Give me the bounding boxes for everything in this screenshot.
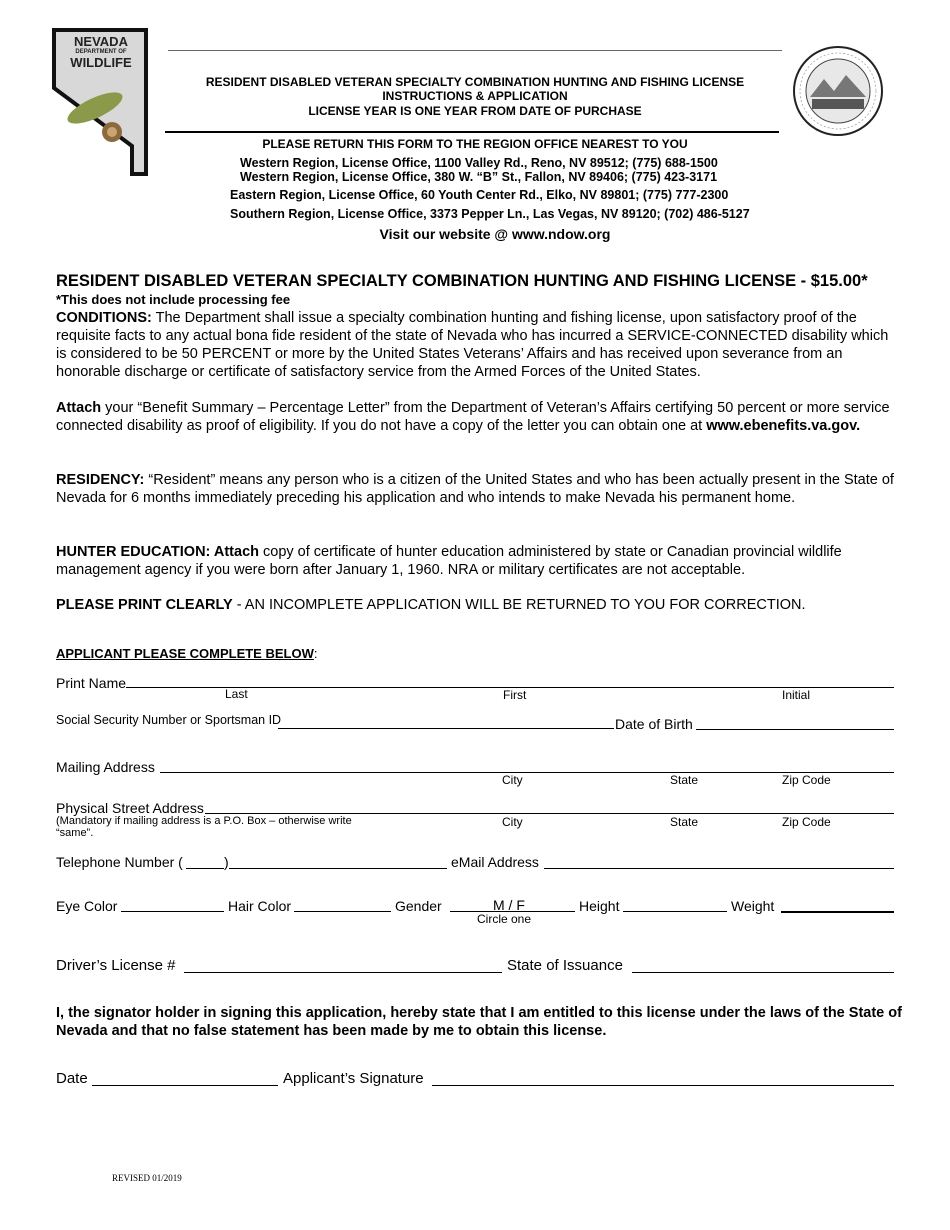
date-field[interactable] bbox=[92, 1085, 278, 1086]
header-title-line1: RESIDENT DISABLED VETERAN SPECIALTY COMBINATION HUNTING AND FISHING LICENSE bbox=[205, 75, 745, 89]
print-clearly-line bbox=[56, 596, 916, 614]
mailing-zip-caption: Zip Code bbox=[782, 773, 831, 787]
telephone-field[interactable] bbox=[229, 868, 447, 869]
residency-text: “Resident” means any person who is a citizen of the United States and who has been actually present in the State of Nevada for 6 months immediately preceding his application and who intends to make Nevada his permanent home. bbox=[56, 472, 894, 506]
circle-one-caption: Circle one bbox=[477, 912, 532, 926]
state-seal-icon bbox=[792, 45, 884, 137]
hair-color-field[interactable] bbox=[294, 911, 391, 912]
attach-label: Attach bbox=[56, 400, 102, 416]
gender-label: Gender bbox=[395, 898, 442, 914]
area-code-field[interactable] bbox=[186, 868, 224, 869]
telephone-label: Telephone Number ( bbox=[56, 854, 183, 870]
print-name-label: Print Name bbox=[56, 675, 127, 691]
mailing-address-label: Mailing Address bbox=[56, 759, 155, 775]
ndow-logo bbox=[50, 28, 150, 178]
header-bottom-rule bbox=[165, 131, 779, 133]
eye-color-label: Eye Color bbox=[56, 898, 118, 914]
conditions-paragraph bbox=[56, 309, 902, 381]
mailing-city-caption: City bbox=[502, 773, 523, 787]
residency-label: RESIDENCY: bbox=[56, 472, 145, 488]
physical-zip-caption: Zip Code bbox=[782, 815, 831, 829]
dob-label: Date of Birth bbox=[615, 716, 693, 732]
header-title-line3: LICENSE YEAR IS ONE YEAR FROM DATE OF PURCHASE bbox=[308, 104, 642, 118]
weight-field[interactable] bbox=[781, 911, 894, 913]
hunter-education-label: HUNTER EDUCATION: Attach bbox=[56, 544, 259, 560]
office-fallon: Western Region, License Office, 380 W. “B” St., Fallon, NV 89406; (775) 423-3171 bbox=[240, 170, 718, 184]
height-label: Height bbox=[579, 898, 620, 914]
drivers-license-field[interactable] bbox=[184, 972, 502, 973]
hunter-education-paragraph bbox=[56, 543, 902, 579]
attach-text: your “Benefit Summary – Percentage Letter” from the Department of Veteran’s Affairs certifying 50 percent or more service connected disability as proof of eligibility. If you do not have a copy of the letter you can obtain one at bbox=[56, 400, 890, 434]
drivers-license-label: Driver’s License # bbox=[56, 957, 176, 974]
revised-date: REVISED 01/2019 bbox=[112, 1173, 182, 1183]
ssn-label: Social Security Number or Sportsman ID bbox=[56, 713, 282, 727]
physical-address-note-line2: “same”. bbox=[56, 827, 94, 839]
date-label: Date bbox=[56, 1070, 88, 1087]
hair-color-label: Hair Color bbox=[228, 898, 292, 914]
attach-paragraph bbox=[56, 399, 902, 435]
license-title: RESIDENT DISABLED VETERAN SPECIALTY COMBINATION HUNTING AND FISHING LICENSE - $15.00* bbox=[56, 272, 868, 290]
office-elko: Eastern Region, License Office, 60 Youth Center Rd., Elko, NV 89801; (775) 777-2300 bbox=[230, 188, 729, 202]
section-title-colon: : bbox=[313, 646, 318, 661]
initial-caption: Initial bbox=[782, 688, 811, 702]
office-las-vegas: Southern Region, License Office, 3373 Pepper Ln., Las Vegas, NV 89120; (702) 486-5127 bbox=[230, 207, 750, 221]
print-clearly-text: - AN INCOMPLETE APPLICATION WILL BE RETURNED TO YOU FOR CORRECTION. bbox=[232, 597, 806, 613]
weight-label: Weight bbox=[731, 898, 775, 914]
header-title-line2: INSTRUCTIONS & APPLICATION bbox=[382, 89, 568, 103]
ebenefits-link[interactable]: www.ebenefits.va.gov. bbox=[706, 418, 861, 434]
header-top-rule bbox=[168, 50, 782, 51]
physical-address-label: Physical Street Address bbox=[56, 800, 204, 816]
state-of-issuance-field[interactable] bbox=[632, 972, 894, 973]
email-field[interactable] bbox=[544, 868, 894, 869]
return-instruction: PLEASE RETURN THIS FORM TO THE REGION OFFICE NEAREST TO YOU bbox=[262, 137, 688, 151]
eye-color-field[interactable] bbox=[121, 911, 224, 912]
conditions-label: CONDITIONS: bbox=[56, 310, 152, 326]
physical-address-note-line1: (Mandatory if mailing address is a P.O. Box – otherwise write bbox=[56, 815, 352, 827]
hunter-education-text: copy of certificate of hunter education administered by state or Canadian provincial wildlife management agency if you were born after January 1, 1960. NRA or military certificates are not acceptable. bbox=[56, 544, 842, 578]
email-label: eMail Address bbox=[451, 854, 539, 870]
mailing-state-caption: State bbox=[670, 773, 699, 787]
logo-text-nevada: NEVADA bbox=[74, 34, 128, 49]
physical-city-caption: City bbox=[502, 815, 523, 829]
section-title-text: APPLICANT PLEASE COMPLETE BELOW bbox=[56, 646, 314, 661]
applicant-signature-label: Applicant’s Signature bbox=[283, 1070, 424, 1087]
fee-note: *This does not include processing fee bbox=[56, 292, 291, 307]
print-clearly-label: PLEASE PRINT CLEARLY bbox=[56, 597, 233, 613]
nevada-state-seal bbox=[792, 45, 884, 137]
dob-field[interactable] bbox=[696, 729, 894, 730]
last-name-caption: Last bbox=[225, 687, 248, 701]
section-title bbox=[56, 646, 317, 661]
website-line: Visit our website @ www.ndow.org bbox=[379, 226, 611, 242]
residency-paragraph bbox=[56, 471, 902, 507]
logo-text-department: DEPARTMENT OF bbox=[75, 49, 127, 55]
first-name-caption: First bbox=[503, 688, 527, 702]
physical-address-field[interactable] bbox=[205, 813, 894, 814]
ssn-field[interactable] bbox=[278, 728, 614, 729]
office-reno: Western Region, License Office, 1100 Valley Rd., Reno, NV 89512; (775) 688-1500 bbox=[240, 156, 718, 170]
telephone-paren-close: ) bbox=[224, 854, 229, 870]
applicant-signature-field[interactable] bbox=[432, 1085, 894, 1086]
state-of-issuance-label: State of Issuance bbox=[507, 957, 623, 974]
height-field[interactable] bbox=[623, 911, 727, 912]
physical-state-caption: State bbox=[670, 815, 699, 829]
logo-text-wildlife: WILDLIFE bbox=[70, 55, 132, 70]
conditions-text: The Department shall issue a specialty combination hunting and fishing license, upon satisfactory proof of the requisite facts to any actual bona fide resident of the state of Nevada who has incurred a SERVICE-CONNECTED disability which is considered to be 50 PERCENT or more by the United States Veterans’ Affairs and has received upon severance from an honorable discharge or certificate of satisfactory service from the Armed Forces of the United States. bbox=[56, 310, 889, 380]
gender-options[interactable]: M / F bbox=[493, 897, 525, 913]
attestation-statement: I, the signator holder in signing this application, hereby state that I am entitled to this license under the laws of the State of Nevada and that no false statement has been made by me to obtain this license. bbox=[56, 1005, 902, 1039]
